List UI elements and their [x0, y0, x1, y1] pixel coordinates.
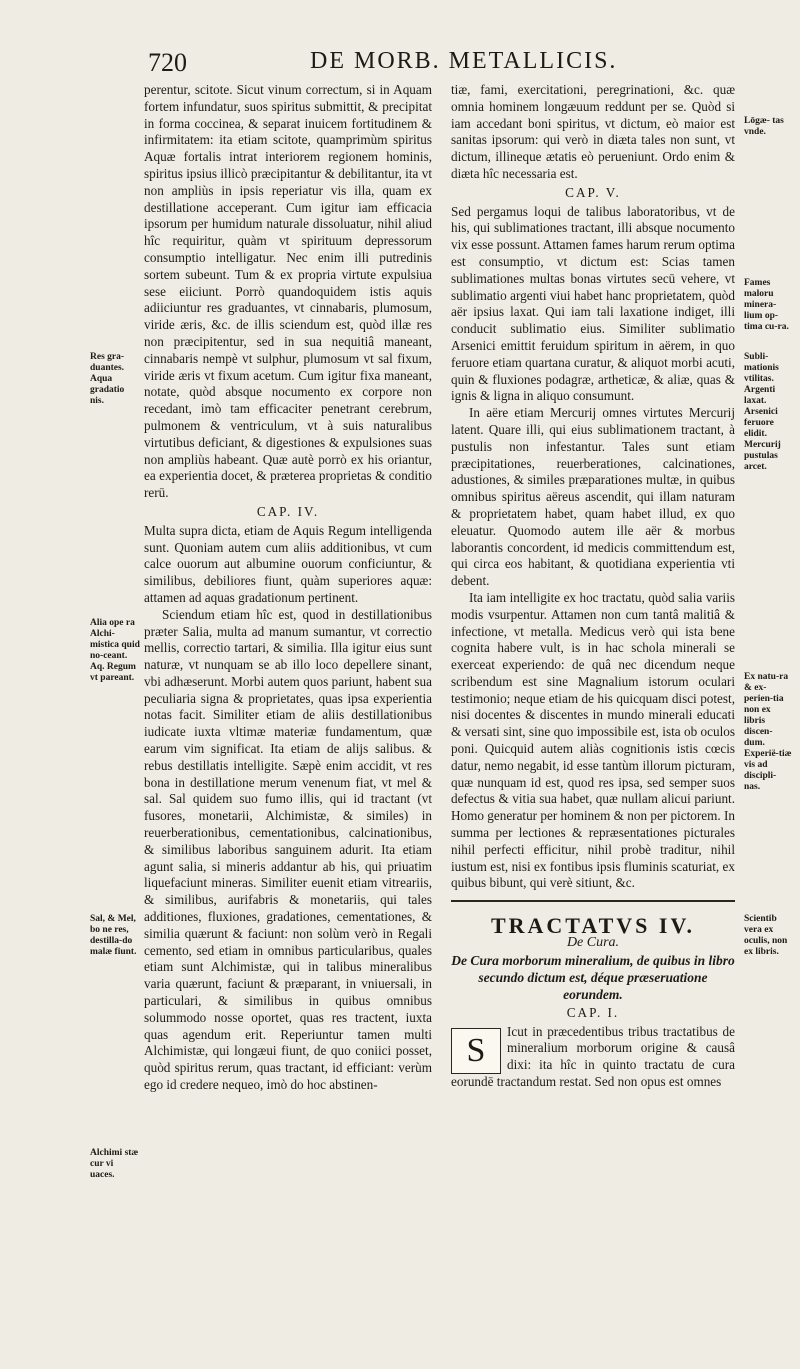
tractatus-subtitle: De Cura morborum mineralium, de quibus in libro secundo dictum est, déque præseruatione eorundem.	[451, 952, 735, 1002]
margin-note-right-4: Ex natu-ra & ex-perien-tia non ex libris discen-dum. Experië-tiæ vis ad discipli-nas.	[744, 672, 792, 792]
left-paragraph-2: Multa supra dicta, etiam de Aquis Regum intelligenda sunt. Quoniam autem cum aliis additionibus, vt cum calce ouorum aut albumine ouorum conficiuntur, & similibus, debiliores fiunt, quàm superiores aquæ: attamen ad aquas gradationum pertinent.	[144, 522, 432, 605]
margin-note-right-3: Subli-mationis vtilitas. Argenti laxat. Arsenici feruore elidit. Mercurij pustulas arcet.	[744, 352, 781, 472]
tractatus-title: TRACTATVS IV.	[490, 913, 696, 939]
right-paragraph-2: Sed pergamus loqui de talibus laboratoribus, vt de his, qui sublimationes tractant, illi absque nocumento vix esse possunt. Attamen fames harum rerum optima est consumptio, vt dictum est: Scias tamen sublimationes multas bonas virtutes secū vehere, vt sublimatio argenti viui habet hanc proprietatem, quòd aër ipsius laxat. Qui iam tali laxatione indiget, illi conducit sublimatio eius. Similiter sublimatio Arsenici emittit feruidum spiritum in aërem, in quo feruore etiam quartana curatur, & aliquot morbi acuti, quin & fluxiones podagræ, artheticæ, & aliæ, quas & ignis & ligna in aliquo consumunt.	[451, 203, 735, 404]
margin-note-left-1: Res gra-duantes. Aqua gradatio nis.	[90, 352, 125, 406]
tractatus-cap-heading: CAP. I.	[566, 1004, 620, 1020]
margin-note-left-3: Sal, & Mel, bo ne res, destilla-do malæ fiunt.	[90, 914, 137, 957]
left-paragraph-1: perentur, scitote. Sicut vinum correctum, si in Aquam fortem infundatur, suos spiritus submittit, & precipitat in forma coccinea, & separat inuicem fortitudinem & infirmitatem: ita etiam scitote, quamprimùm spiritus Aquæ fortalis intrat interiorem regionem hominis, spiritus ipsius illicò præcipitantur & debilitantur, ita vt non ampliùs in ipsis reperiatur vis illa, quam ex destillatione acceperant. Cum igitur iam efficacia ipsorum per humidum naturale dissoluatur, nihil aliud hîc requiritur, quàm vt spirituum depressorum consumptio intelligatur. Nec enim illi putredinis sortem subeunt. Tum & ex propria virtute expulsiua sese eiiciunt. Porrò quandoquidem istis aquis adiiciuntur res graduantes, vt cinnabaris, plumosum, viride æris, &c. de illis sciendum est, quòd illæ res non præcipitentur, sed in sua nequitiâ maneant, cinnabaris nempè vt sulphur, plumosum vt sal fixum, viride æris vt fixum acetum. Cum igitur fixa maneant, notate, quòd absque nocumento ex corpore non recedant, imò tam efficaciter penetrant cerebrum, pulmonem & ventriculum, vt à suis naturalibus virtutibus deficiant, & digestiones & expulsiones suas non ampliùs habeant. Quæ autè porrò ex his oriantur, ea experientia docet, & præterea proprietas & conditio rerū.	[144, 82, 432, 501]
ornamental-initial: S	[451, 1028, 501, 1074]
left-paragraph-3: Sciendum etiam hîc est, quod in destillationibus præter Salia, multa ad manum sumantur, vt correctio mellis, correctio tartari, & similia. Illa igitur eius sunt naturæ, vt nunquam se ab illo loco depellere sinant, vbi adhæserunt. Morbi autem quos pariunt, habent sua peculiaria signa & proprietates, quas ipsa experientia notas facit. Similiter etiam de aliis destillationibus iudicate iuxta vltimæ materiæ fundamentum, quæ earum vim significat. Ita etiam de alijs salibus. & rebus destillatis intelligite. Sæpè enim accidit, vt res bona in destillatione merum venenum fiat, vt mel & sal. Sal quidem suo fumo illis, qui id tractant (vt fusores, monetarii, Alchimistæ, & similes) in reuerberationibus, cementationibus, calcinationibus, & similibus laboribus sanguinem adurit. Ita etiam agunt salia, si mineris addantur ab his, qui priuatim liquefaciunt mineras. Similiter euenit etiam vitreariis, & similibus, aurifabris & monetariis, qui tales additiones, fluxiones, gradationes, cementationes, & similia quærunt & faciunt: non solùm verò in Regali cemento, sed etiam in omnibus particularibus, quales etiam sunt Alchimistæ, qui in talibus mineralibus varia quærunt, faciunt & præparant, in vniuersali, in particulari, & similibus in quibus omnibus solummodo nosse oportet, quas res tractent, iuxta quas agendum erit. Reperiuntur tamen multi Alchimistæ, qui longæui fiunt, de quo coniici posset, quòd spiritus rerum, quas tractant, id efficiant: verùm ego id credere nequeo, imò do hoc abstinen-	[144, 606, 432, 1093]
margin-note-left-4: Alchimi stæ cur vi uaces.	[90, 1148, 139, 1180]
left-column	[144, 82, 432, 1094]
right-column	[451, 82, 735, 1091]
tractatus-opening: Icut in præcedentibus tribus tractatibus de mineralium morborum origine & causâ dixi: ita hîc in quinto tractatu de cura eorundē tractandum restat. Sed non opus est omnes	[451, 1023, 735, 1090]
margin-note-right-2: Fames maloru minera-lium op-tima cu-ra.	[744, 278, 789, 332]
tractatus-de-cura: De Cura.	[566, 935, 620, 951]
margin-note-left-2: Alia ope ra Alchi-mistica quid no-ceant. Aq. Regum vt pareant.	[90, 618, 140, 683]
cap-iv-heading: CAP. IV.	[256, 503, 320, 519]
right-paragraph-1: tiæ, fami, exercitationi, peregrinationi, &c. quæ omnia hominem longæuum reddunt per se. Quòd si iam accedant boni spiritus, vt dictum, eò maior est sanitas ipsorum: qui verò in diæta tales non sunt, vt dictum, illineque ætatis eò perueniunt. Ordo enim & diæta hîc necessaria est.	[451, 82, 735, 181]
page-number: 720	[148, 48, 187, 77]
cap-v-heading: CAP. V.	[565, 184, 621, 200]
right-paragraph-3: In aëre etiam Mercurij omnes virtutes Mercurij latent. Quare illi, qui eius sublimationem tractant, à pustulis non infestantur. Tales sunt etiam præcipitationes, reuerberationes, calcinationes, adustiones, & similes præparationes multæ, in quibus omnibus spiritus aëreus ascendit, qui illam naturam & proprietatem habet, quam habet illud, ex quo eleuatur. Quomodo autem ille aër & morbus laborantis concordent, id medicis committendum est, qui circa eos habitant, & quotidiana experientia vti debent.	[451, 405, 735, 589]
page-header	[140, 42, 618, 78]
right-paragraph-4: Ita iam intelligite ex hoc tractatu, quòd salia variis modis vsurpentur. Attamen non cum tantâ malitiâ & infectione, vt metalla. Medicus verò qui ista bene cognita habere vult, is in hac schola minerali se exerceat experiendo: de quâ nec dicendum neque scribendum est sine Magnalium istorum oculari testimonio; neque etiam de his quicquam disci potest, nisi docentes & discentes in mundo minerali educati & versati sint, sine quo impossibile est, ista ob oculos poni. Quicquid autem aliàs cognitionis istis cœcis datur, nemo negabit, id esse tantùm illorum picturam, quæ nunquam id est, quod res ipsa, sed semper suos defectus & vitia sua habet, quæ nullam alicui pariunt. Homo generatur per hominem & non per pictorem. In summa per lectiones & repræsentationes picturales nihil perfecti efficitur, nihil probè traditur, nihil iustum est, nisi ex fontibus ipsis fluminis scaturiat, ex quibus bibunt, qui verè sitiunt, &c.	[451, 589, 735, 891]
margin-note-right-1: Lōgæ- tas vnde.	[744, 116, 784, 137]
section-rule	[451, 900, 735, 902]
margin-note-right-5: Scientib vera ex oculis, non ex libris.	[744, 914, 788, 957]
running-title: DE MORB. METALLICIS.	[310, 48, 618, 74]
